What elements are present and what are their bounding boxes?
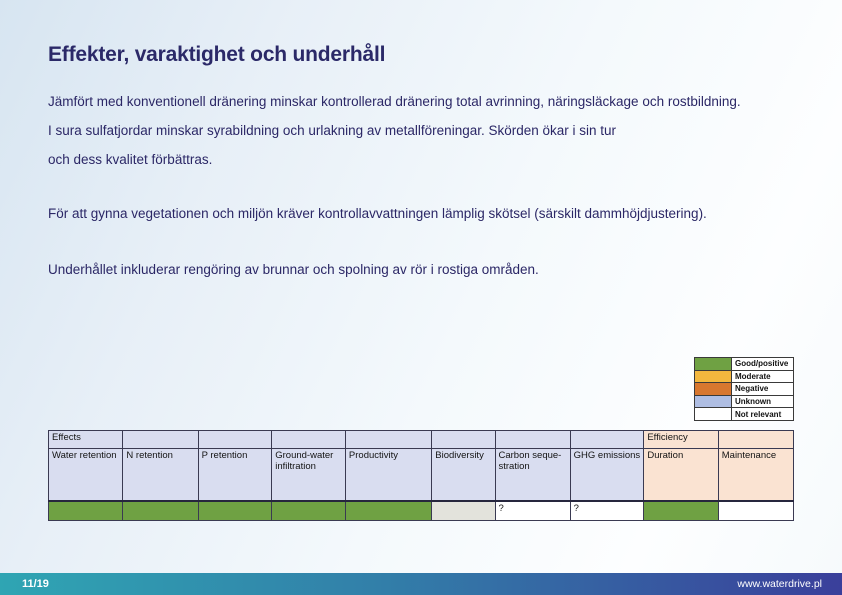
result-cell-ghg-emissions: ? [570, 501, 644, 520]
column-header-ghg-emissions: GHG emissions [570, 448, 644, 501]
legend-swatch-negative [695, 383, 732, 396]
column-header-n-retention: N retention [123, 448, 198, 501]
legend-swatch-moderate [695, 370, 732, 383]
body-paragraph: För att gynna vegetationen och miljön kräver kontrollavvattningen lämplig skötsel (särskilt dammhöjdjustering). [48, 206, 707, 221]
result-cell-biodiversity [432, 501, 495, 520]
legend-row-good-positive [695, 358, 794, 371]
table-header-row [49, 448, 794, 501]
page-number: 11/19 [22, 578, 49, 590]
effects-efficiency-table [48, 430, 794, 521]
group-empty-cell [495, 430, 570, 448]
group-empty-cell [345, 430, 431, 448]
legend-label-moderate: Moderate [732, 370, 794, 383]
legend-label-unknown: Unknown [732, 395, 794, 408]
table-group-row [49, 430, 794, 448]
group-empty-cell [123, 430, 198, 448]
result-cell-n-retention [123, 501, 198, 520]
effects-group-cell: Effects [49, 430, 123, 448]
group-empty-cell [198, 430, 272, 448]
body-paragraph: och dess kvalitet förbättras. [48, 152, 213, 167]
legend-row-negative [695, 383, 794, 396]
group-empty-cell [570, 430, 644, 448]
column-header-carbon-seque-stration: Carbon seque-stration [495, 448, 570, 501]
legend-swatch-good-positive [695, 358, 732, 371]
result-cell-maintenance [718, 501, 793, 520]
column-header-duration: Duration [644, 448, 718, 501]
legend-label-negative: Negative [732, 383, 794, 396]
efficiency-group-cell: Efficiency [644, 430, 718, 448]
legend-row-moderate [695, 370, 794, 383]
result-cell-carbon-seque-stration: ? [495, 501, 570, 520]
page-title: Effekter, varaktighet och underhåll [48, 43, 386, 66]
result-cell-duration [644, 501, 718, 520]
legend-label-not-relevant: Not relevant [732, 408, 794, 421]
footer-bar [0, 573, 842, 595]
legend-row-not-relevant [695, 408, 794, 421]
result-cell-productivity [345, 501, 431, 520]
table-result-row [49, 501, 794, 520]
column-header-biodiversity: Biodiversity [432, 448, 495, 501]
legend-swatch-unknown [695, 395, 732, 408]
result-cell-p-retention [198, 501, 272, 520]
column-header-maintenance: Maintenance [718, 448, 793, 501]
body-paragraph: Jämfört med konventionell dränering minskar kontrollerad dränering total avrinning, näringsläckage och rostbildning. [48, 94, 741, 109]
column-header-p-retention: P retention [198, 448, 272, 501]
group-empty-cell [272, 430, 346, 448]
column-header-productivity: Productivity [345, 448, 431, 501]
group-empty-cell [718, 430, 793, 448]
footer-url: www.waterdrive.pl [737, 578, 822, 590]
body-paragraph: I sura sulfatjordar minskar syrabildning och urlakning av metallföreningar. Skörden ökar i sin tur [48, 123, 617, 138]
legend-label-good-positive: Good/positive [732, 358, 794, 371]
result-cell-ground-water-infiltration [272, 501, 346, 520]
group-empty-cell [432, 430, 495, 448]
legend-row-unknown [695, 395, 794, 408]
legend-swatch-not-relevant [695, 408, 732, 421]
color-legend [694, 357, 794, 421]
body-paragraph: Underhållet inkluderar rengöring av brunnar och spolning av rör i rostiga områden. [48, 262, 539, 277]
column-header-ground-water-infiltration: Ground-water infiltration [272, 448, 346, 501]
column-header-water-retention: Water retention [49, 448, 123, 501]
result-cell-water-retention [49, 501, 123, 520]
